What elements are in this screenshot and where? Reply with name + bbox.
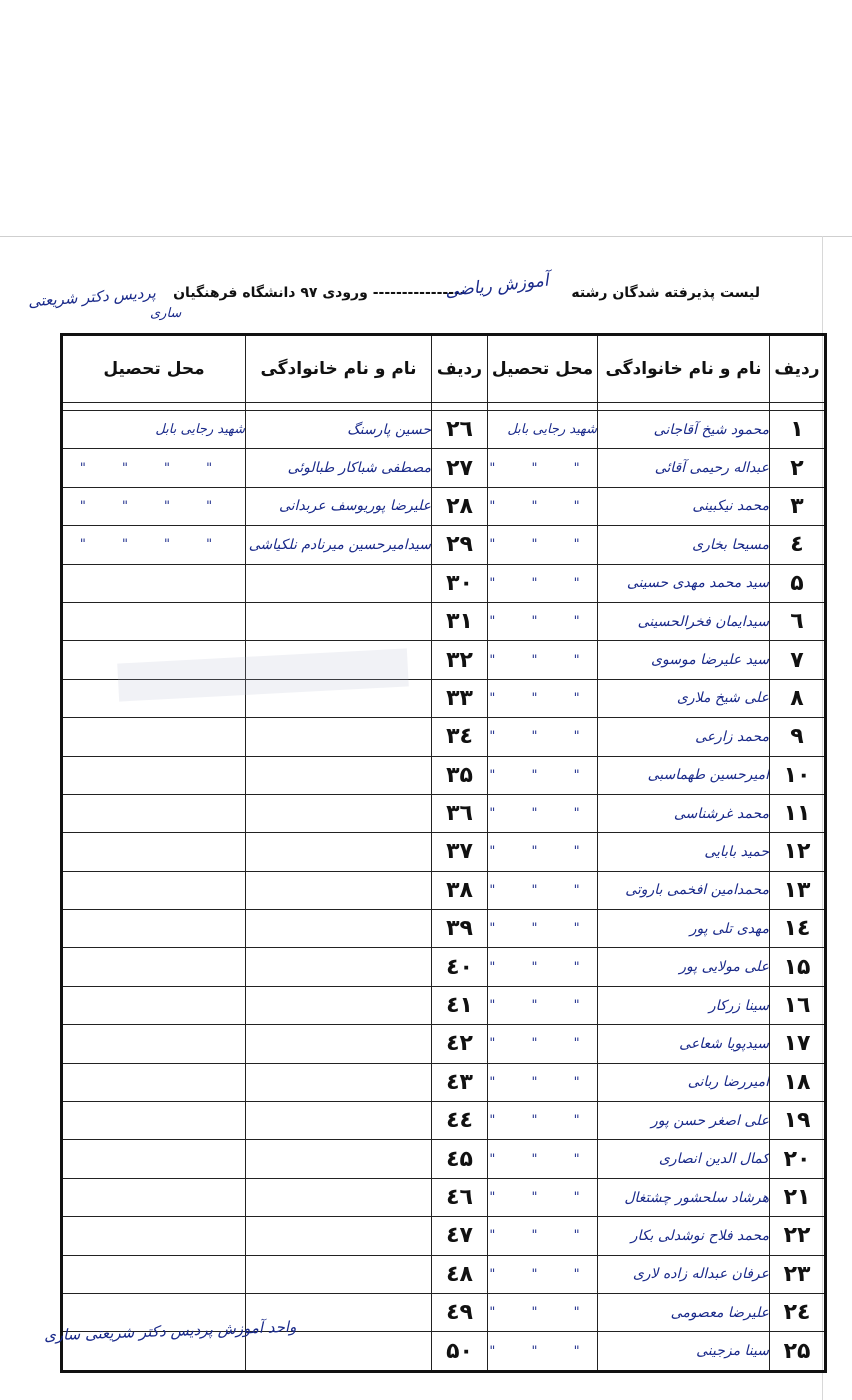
study-place-cell: " " " (488, 1217, 598, 1255)
row-number-cell: ٤٤ (432, 1102, 488, 1140)
row-number-cell: ۱۱ (770, 794, 826, 832)
table-row (62, 833, 826, 871)
row-number-cell: ۹ (770, 718, 826, 756)
header-study-place-2: محل تحصیل (62, 335, 246, 403)
student-name-cell: سید علیرضا موسوی (598, 641, 770, 679)
student-name-cell (246, 1140, 432, 1178)
row-number-cell: ۱۷ (770, 1025, 826, 1063)
student-name-cell: سیدایمان فخرالحسینی (598, 602, 770, 640)
study-place-cell: " " " (488, 641, 598, 679)
study-place-cell: " " " (488, 1332, 598, 1371)
study-place-cell (62, 756, 246, 794)
student-name-cell: عرفان عبداله زاده لاری (598, 1255, 770, 1293)
table-row (62, 718, 826, 756)
study-place-cell (62, 564, 246, 602)
student-name-cell (246, 910, 432, 948)
study-place-cell (62, 1140, 246, 1178)
table-row (62, 948, 826, 986)
study-place-cell: " " " (488, 756, 598, 794)
row-number-cell: ۱ (770, 411, 826, 449)
study-place-cell (62, 910, 246, 948)
study-place-cell: " " " " (62, 449, 246, 487)
header-row-number: ردیف (770, 335, 826, 403)
row-number-cell: ۸ (770, 679, 826, 717)
student-name-cell: سیدامیرحسین میرنادم نلکیاشی (246, 526, 432, 564)
student-name-cell (246, 1102, 432, 1140)
table-row (62, 1178, 826, 1216)
study-place-cell (62, 1178, 246, 1216)
study-place-cell (62, 1102, 246, 1140)
student-name-cell: مصطفی شباکار طبالوئی (246, 449, 432, 487)
study-place-cell: " " " (488, 871, 598, 909)
scan-top-edge (0, 236, 852, 237)
row-number-cell: ۱۹ (770, 1102, 826, 1140)
table-row (62, 449, 826, 487)
study-place-cell: " " " (488, 487, 598, 525)
student-name-cell: محمد فلاح نوشدلی بکار (598, 1217, 770, 1255)
row-number-cell: ۲۵ (770, 1332, 826, 1371)
row-number-cell: ٤۵ (432, 1140, 488, 1178)
study-place-cell (62, 833, 246, 871)
row-number-cell: ۱٦ (770, 986, 826, 1024)
table-row (62, 1140, 826, 1178)
student-name-cell: کمال الدین انصاری (598, 1140, 770, 1178)
table-row (62, 756, 826, 794)
student-name-cell: علیرضا معصومی (598, 1293, 770, 1331)
table-row (62, 526, 826, 564)
study-place-cell: " " " (488, 1102, 598, 1140)
row-number-cell: ۲۷ (432, 449, 488, 487)
study-place-cell: " " " " (62, 526, 246, 564)
study-place-cell: " " " (488, 910, 598, 948)
study-place-cell: " " " (488, 1063, 598, 1101)
student-name-cell (246, 833, 432, 871)
student-name-cell (246, 948, 432, 986)
student-name-cell: مسیحا بخاری (598, 526, 770, 564)
student-name-cell (246, 756, 432, 794)
student-name-cell (246, 1217, 432, 1255)
study-place-cell (62, 1025, 246, 1063)
title-suffix: ---------------- ورودی ۹۷ دانشگاه فرهنگیان (173, 285, 466, 301)
student-name-cell: سید محمد مهدی حسینی (598, 564, 770, 602)
study-place-cell (62, 1063, 246, 1101)
table-row (62, 487, 826, 525)
row-number-cell: ۳۸ (432, 871, 488, 909)
study-place-cell: " " " (488, 602, 598, 640)
student-name-cell: محمد غرشناسی (598, 794, 770, 832)
row-number-cell: ۳٤ (432, 718, 488, 756)
row-number-cell: ۵ (770, 564, 826, 602)
row-number-cell: ۱۲ (770, 833, 826, 871)
study-place-cell (62, 1255, 246, 1293)
header-student-name: نام و نام خانوادگی (598, 335, 770, 403)
row-number-cell: ٤۱ (432, 986, 488, 1024)
row-number-cell: ۲۲ (770, 1217, 826, 1255)
table-spacer (62, 403, 826, 411)
study-place-cell: " " " (488, 1178, 598, 1216)
row-number-cell: ٤۲ (432, 1025, 488, 1063)
row-number-cell: ۷ (770, 641, 826, 679)
student-name-cell (246, 794, 432, 832)
handwritten-campus: پردیس دکتر شریعتی (27, 283, 157, 311)
study-place-cell: شهید رجایی بابل (62, 411, 246, 449)
study-place-cell: " " " (488, 948, 598, 986)
handwritten-footer: واحد آموزش پردیس دکتر شریعتی ساری (43, 1317, 297, 1345)
row-number-cell: ۱۵ (770, 948, 826, 986)
student-name-cell: سینا مزجینی (598, 1332, 770, 1371)
student-name-cell: محمد زارعی (598, 718, 770, 756)
study-place-cell: " " " (488, 833, 598, 871)
study-place-cell: " " " (488, 564, 598, 602)
table-row (62, 1255, 826, 1293)
row-number-cell: ٤۸ (432, 1255, 488, 1293)
row-number-cell: ۳۰ (432, 564, 488, 602)
row-number-cell: ٤۹ (432, 1293, 488, 1331)
study-place-cell (62, 602, 246, 640)
student-name-cell (246, 986, 432, 1024)
header-student-name-2: نام و نام خانوادگی (246, 335, 432, 403)
student-name-cell: امیرحسین طهماسبی (598, 756, 770, 794)
handwritten-campus-city: ساری (150, 306, 182, 321)
student-name-cell: محمود شیخ آقاجانی (598, 411, 770, 449)
title-prefix: لیست پذیرفته شدگان رشته (571, 285, 760, 301)
student-name-cell (246, 1178, 432, 1216)
study-place-cell: " " " (488, 449, 598, 487)
row-number-cell: ۲٤ (770, 1293, 826, 1331)
study-place-cell: " " " (488, 718, 598, 756)
study-place-cell (62, 1217, 246, 1255)
row-number-cell: ۳ (770, 487, 826, 525)
row-number-cell: ۱۰ (770, 756, 826, 794)
table-row (62, 1102, 826, 1140)
table-row (62, 1025, 826, 1063)
row-number-cell: ۲۸ (432, 487, 488, 525)
study-place-cell (62, 948, 246, 986)
row-number-cell: ۱۳ (770, 871, 826, 909)
student-name-cell (246, 1063, 432, 1101)
student-name-cell (246, 871, 432, 909)
row-number-cell: ۳۷ (432, 833, 488, 871)
student-name-cell (246, 1332, 432, 1371)
student-name-cell: حسین پارسنگ (246, 411, 432, 449)
row-number-cell: ۱٤ (770, 910, 826, 948)
header-row-number-2: ردیف (432, 335, 488, 403)
row-number-cell: ٤ (770, 526, 826, 564)
student-name-cell: سیدپویا شعاعی (598, 1025, 770, 1063)
row-number-cell: ۲۰ (770, 1140, 826, 1178)
table-row (62, 910, 826, 948)
student-name-cell: علی مولایی پور (598, 948, 770, 986)
handwritten-major: آموزش ریاضی (444, 270, 550, 302)
row-number-cell: ۲ (770, 449, 826, 487)
study-place-cell: " " " (488, 1255, 598, 1293)
study-place-cell: " " " (488, 1293, 598, 1331)
student-name-cell (246, 602, 432, 640)
row-number-cell: ۲۹ (432, 526, 488, 564)
student-name-cell (246, 1025, 432, 1063)
student-name-cell: مهدی تلی پور (598, 910, 770, 948)
row-number-cell: ٤۷ (432, 1217, 488, 1255)
admitted-students-table (60, 333, 827, 1373)
row-number-cell: ٤٦ (432, 1178, 488, 1216)
student-name-cell: محمد نیکبینی (598, 487, 770, 525)
study-place-cell: " " " " (62, 487, 246, 525)
table-row (62, 794, 826, 832)
study-place-cell: " " " (488, 1025, 598, 1063)
student-name-cell: علی اصغر حسن پور (598, 1102, 770, 1140)
student-name-cell: عبداله رحیمی آقائی (598, 449, 770, 487)
table-row (62, 411, 826, 449)
row-number-cell: ۲٦ (432, 411, 488, 449)
student-name-cell: هرشاد سلحشور چشتغال (598, 1178, 770, 1216)
header-study-place: محل تحصیل (488, 335, 598, 403)
row-number-cell: ۳۱ (432, 602, 488, 640)
student-name-cell: علیرضا پوریوسف عربدانی (246, 487, 432, 525)
row-number-cell: ۲۳ (770, 1255, 826, 1293)
student-name-cell: امیررضا ربانی (598, 1063, 770, 1101)
study-place-cell (62, 718, 246, 756)
table-row (62, 871, 826, 909)
student-name-cell: سینا زرکار (598, 986, 770, 1024)
row-number-cell: ۳۹ (432, 910, 488, 948)
table-row (62, 986, 826, 1024)
row-number-cell: ٦ (770, 602, 826, 640)
student-name-cell: علی شیخ ملاری (598, 679, 770, 717)
study-place-cell (62, 986, 246, 1024)
student-name-cell (246, 718, 432, 756)
study-place-cell: " " " (488, 794, 598, 832)
study-place-cell: " " " (488, 679, 598, 717)
study-place-cell: " " " (488, 1140, 598, 1178)
table-row (62, 1217, 826, 1255)
row-number-cell: ۳۳ (432, 679, 488, 717)
row-number-cell: ۱۸ (770, 1063, 826, 1101)
study-place-cell (62, 871, 246, 909)
row-number-cell: ۳۲ (432, 641, 488, 679)
row-number-cell: ۵۰ (432, 1332, 488, 1371)
student-name-cell: حمید بابایی (598, 833, 770, 871)
row-number-cell: ٤۰ (432, 948, 488, 986)
student-name-cell: محمدامین افخمی باروتی (598, 871, 770, 909)
table-row (62, 602, 826, 640)
row-number-cell: ۲۱ (770, 1178, 826, 1216)
study-place-cell: " " " (488, 526, 598, 564)
row-number-cell: ۳٦ (432, 794, 488, 832)
study-place-cell: شهید رجایی بابل (488, 411, 598, 449)
student-name-cell (246, 1255, 432, 1293)
row-number-cell: ٤۳ (432, 1063, 488, 1101)
row-number-cell: ۳۵ (432, 756, 488, 794)
student-name-cell (246, 564, 432, 602)
study-place-cell: " " " (488, 986, 598, 1024)
table-row (62, 564, 826, 602)
study-place-cell (62, 794, 246, 832)
table-row (62, 1063, 826, 1101)
